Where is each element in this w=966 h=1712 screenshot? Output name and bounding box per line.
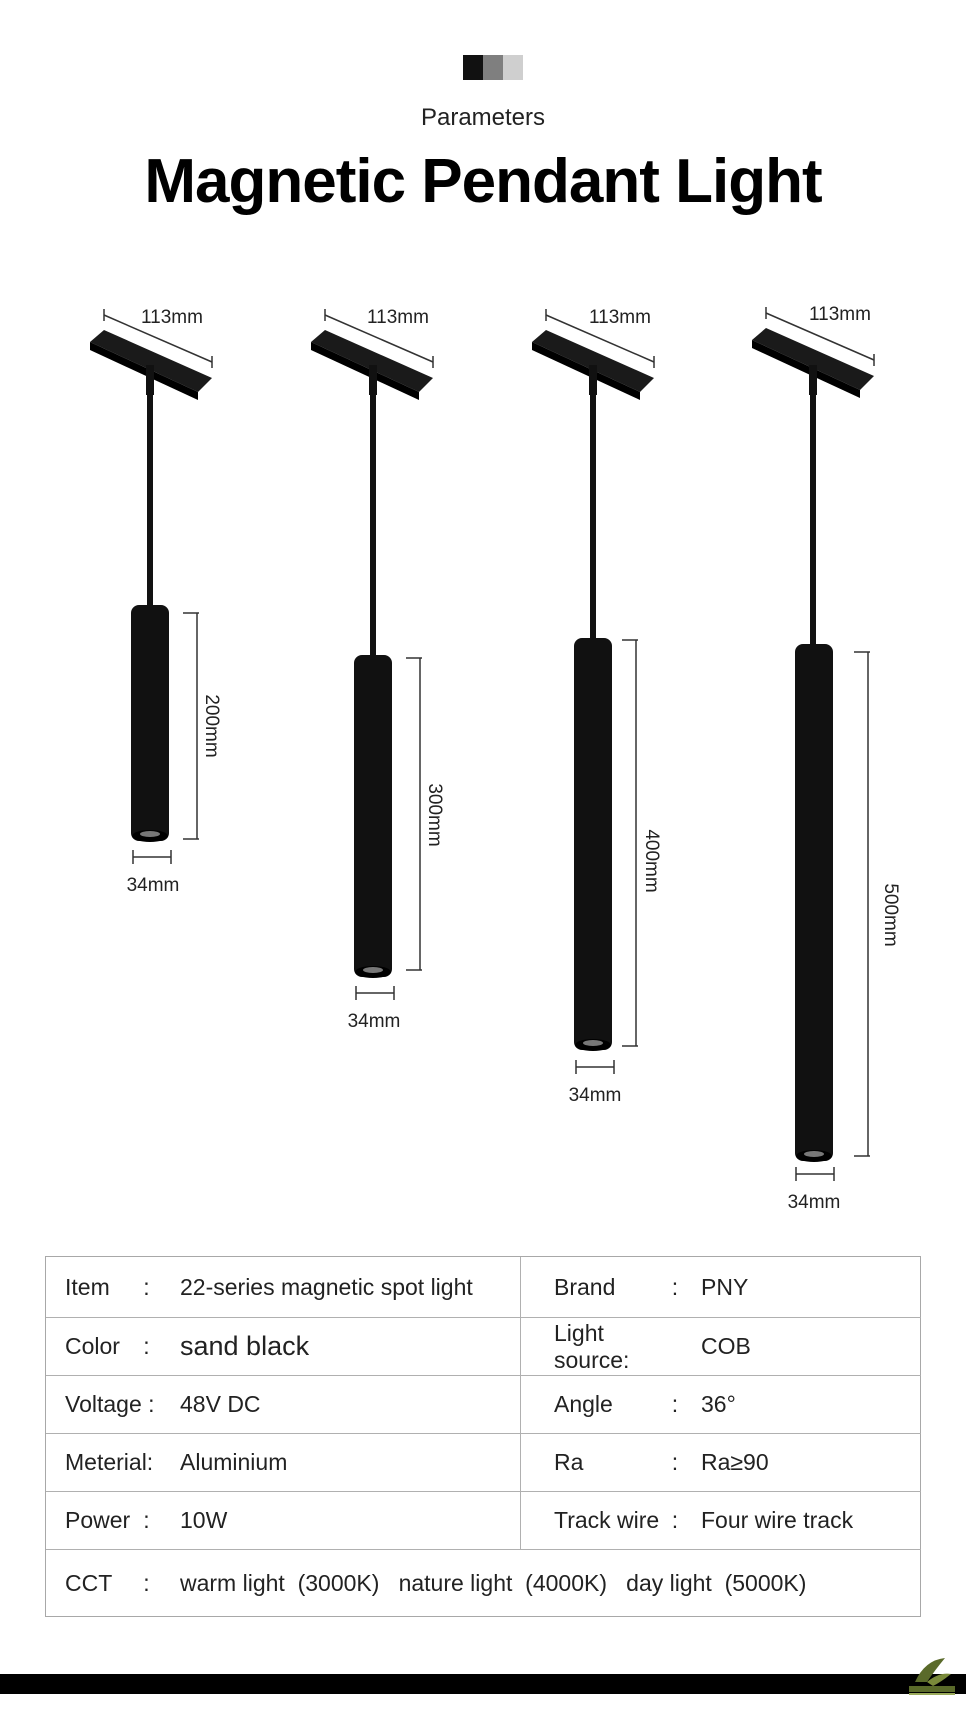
page-title: Magnetic Pendant Light [144,147,822,216]
color-label: Color [65,1333,120,1359]
angle-label: Angle [554,1391,613,1417]
colon: : [143,1507,150,1533]
brand-label: Brand [554,1273,616,1300]
track-wire-label: Track wire [554,1507,660,1533]
colon: : [671,1391,679,1417]
power-value: 10W [180,1507,228,1533]
colon: : [671,1273,679,1300]
ra-value: Ra≥90 [701,1449,769,1475]
row-material [46,1434,521,1492]
pendant-lamp-500 [752,304,901,1213]
material-value: Aluminium [180,1449,288,1475]
row-power [46,1492,521,1550]
ra-label: Ra [554,1449,584,1475]
row-item [46,1257,521,1318]
diameter-label: 34mm [568,1085,622,1106]
row-ra [521,1434,921,1492]
body-length-label: 200mm [201,694,222,758]
row-color [46,1318,521,1376]
cct-label: CCT [65,1569,113,1596]
body-length-label: 300mm [424,783,445,847]
colon: : [143,1273,150,1300]
angle-value: 36° [701,1391,736,1417]
pendant-lamp-200 [90,307,222,896]
light-source-label: Light source: [554,1319,630,1373]
pendant-lamp-300 [311,307,445,1032]
row-cct [46,1550,921,1616]
brand-value: PNY [701,1273,749,1300]
row-angle [521,1376,921,1434]
track-width-label: 113mm [589,307,651,328]
pendant-lamp-400 [532,307,662,1106]
track-width-label: 113mm [141,307,203,328]
brand-logo-icon [905,1652,959,1698]
row-brand [521,1257,921,1318]
power-label: Power [65,1507,131,1533]
footer-bar [0,1674,966,1694]
diameter-label: 34mm [126,875,180,896]
material-label: Meterial: [65,1449,154,1475]
colon: : [671,1449,679,1475]
color-value: sand black [180,1331,310,1361]
colon: : [671,1507,679,1533]
colon: : [143,1569,150,1596]
cct-value: warm light (3000K) nature light (4000K) day light (5000K) [180,1569,807,1596]
item-value: 22-series magnetic spot light [180,1273,473,1300]
row-track-wire [521,1492,921,1550]
body-length-label: 500mm [880,883,901,947]
item-label: Item [65,1273,110,1300]
parameters-table [45,1256,921,1617]
diameter-label: 34mm [347,1011,401,1032]
light-source-value: COB [701,1333,751,1359]
voltage-value: 48V DC [180,1391,261,1417]
body-length-label: 400mm [641,829,662,893]
voltage-label: Voltage : [65,1391,155,1417]
colon: : [143,1333,150,1359]
row-voltage [46,1376,521,1434]
track-wire-value: Four wire track [701,1507,854,1533]
row-light-source [521,1318,921,1376]
section-subtitle: Parameters [420,104,546,131]
track-width-label: 113mm [367,307,429,328]
diameter-label: 34mm [787,1192,841,1213]
track-width-label: 113mm [809,304,871,325]
